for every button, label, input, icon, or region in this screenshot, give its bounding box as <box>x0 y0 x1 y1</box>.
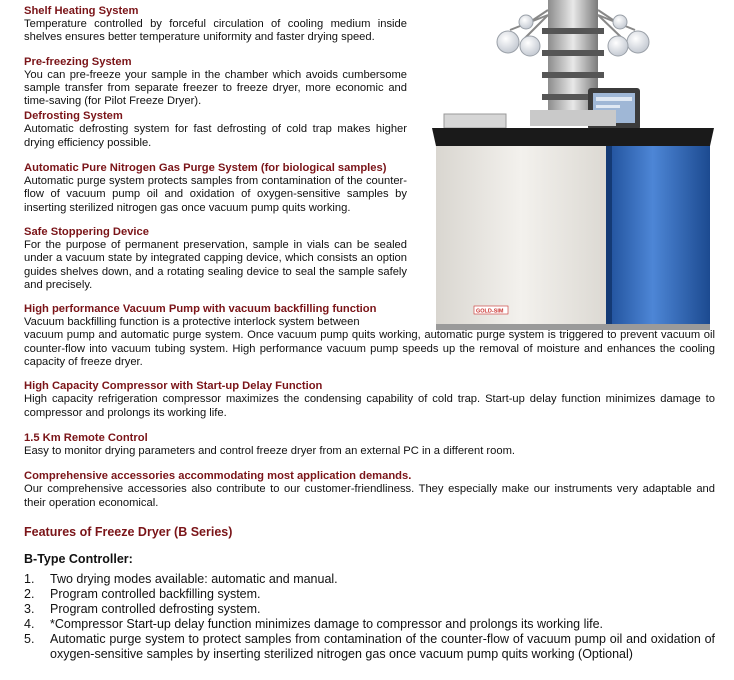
list-number: 5. <box>24 631 35 646</box>
list-text: Two drying modes available: automatic and manual. <box>50 571 338 586</box>
section-body: Easy to monitor drying parameters and control freeze dryer from an external PC in a different room. <box>24 444 516 457</box>
section-body-first-line: Vacuum backfilling function is a protective interlock system between <box>24 316 360 329</box>
brand-logo: GOLD-SIM <box>476 308 504 315</box>
section-title: Defrosting System <box>24 110 123 123</box>
section-remote-control <box>24 432 715 458</box>
section-body: Temperature controlled by forceful circulation of cooling medium inside shelves ensures better temperature uniformity and faster drying speed. <box>24 18 407 44</box>
section-title: Safe Stoppering Device <box>24 225 149 238</box>
section-title: High performance Vacuum Pump with vacuum backfilling function <box>24 303 377 316</box>
section-shelf-heating <box>24 5 715 45</box>
list-text: Program controlled defrosting system. <box>50 601 261 616</box>
controller-feature-list <box>24 572 715 662</box>
section-defrosting <box>24 110 715 150</box>
list-item <box>24 602 715 617</box>
list-number: 3. <box>24 601 35 616</box>
list-item <box>24 632 715 662</box>
features-title: Features of Freeze Dryer (B Series) <box>24 524 233 539</box>
list-text: Program controlled backfilling system. <box>50 586 261 601</box>
section-body-continued: vacuum pump and automatic purge system. Once vacuum pump quits working, automatic purge system is triggered to prevent vacuum oil counter-flow into vacuum tubing system. High performance vacuum pump speeds up the removal of moisture and enhances the cooling capacity of freeze dryer. <box>24 329 715 369</box>
section-body: Automatic defrosting system for fast defrosting of cold trap makes higher drying efficiency possible. <box>24 123 407 149</box>
section-title: 1.5 Km Remote Control <box>24 431 148 444</box>
document-body <box>24 0 715 662</box>
list-item <box>24 587 715 602</box>
section-body: Automatic purge system protects samples from contamination of the counter-flow of vacuum pump oil and oxidation of oxygen-sensitive samples by inserting sterilized nitrogen gas once vacuum pump quits working. <box>24 175 407 214</box>
controller-title: B-Type Controller: <box>24 551 133 566</box>
list-number: 4. <box>24 616 35 631</box>
section-title: Automatic Pure Nitrogen Gas Purge System (for biological samples) <box>24 162 387 175</box>
section-title: Shelf Heating System <box>24 5 139 17</box>
section-title: Pre-freezing System <box>24 55 132 68</box>
section-accessories <box>24 470 715 510</box>
section-title: Comprehensive accessories accommodating most application demands. <box>24 470 412 483</box>
section-safe-stoppering <box>24 226 715 292</box>
section-body: For the purpose of permanent preservation, sample in vials can be sealed under a vacuum state by integrated capping device, which consists an option guides shelves down, and a rotating sealing device to seal the sample safely and precisely. <box>24 238 407 291</box>
list-text: *Compressor Start-up delay function minimizes damage to compressor and prolongs its working life. <box>50 616 604 631</box>
list-item <box>24 572 715 587</box>
section-body: Our comprehensive accessories also contribute to our customer-friendliness. They especially make our instruments very adaptable and their operation economical. <box>24 483 715 509</box>
list-item <box>24 617 715 632</box>
section-body: High capacity refrigeration compressor maximizes the condensing capability of cold trap. Start-up delay function minimizes damage to compressor and prolongs its working life. <box>24 393 715 419</box>
section-pre-freezing <box>24 56 715 109</box>
section-compressor <box>24 380 715 420</box>
list-text: Automatic purge system to protect samples from contamination of the counter-flow of vacuum pump oil and oxidation of oxygen-sensitive samples by inserting sterilized nitrogen gas once vacuum pump quits working (Optional) <box>50 631 715 661</box>
list-number: 2. <box>24 586 35 601</box>
list-number: 1. <box>24 571 35 586</box>
section-nitrogen-purge <box>24 162 715 215</box>
section-title: High Capacity Compressor with Start-up Delay Function <box>24 380 323 393</box>
section-body: You can pre-freeze your sample in the chamber which avoids cumbersome sample transfer from separate freezer to freeze dryer, more economic and time-saving (for Pilot Freeze Dryer). <box>24 68 407 108</box>
section-vacuum-pump <box>24 303 715 329</box>
